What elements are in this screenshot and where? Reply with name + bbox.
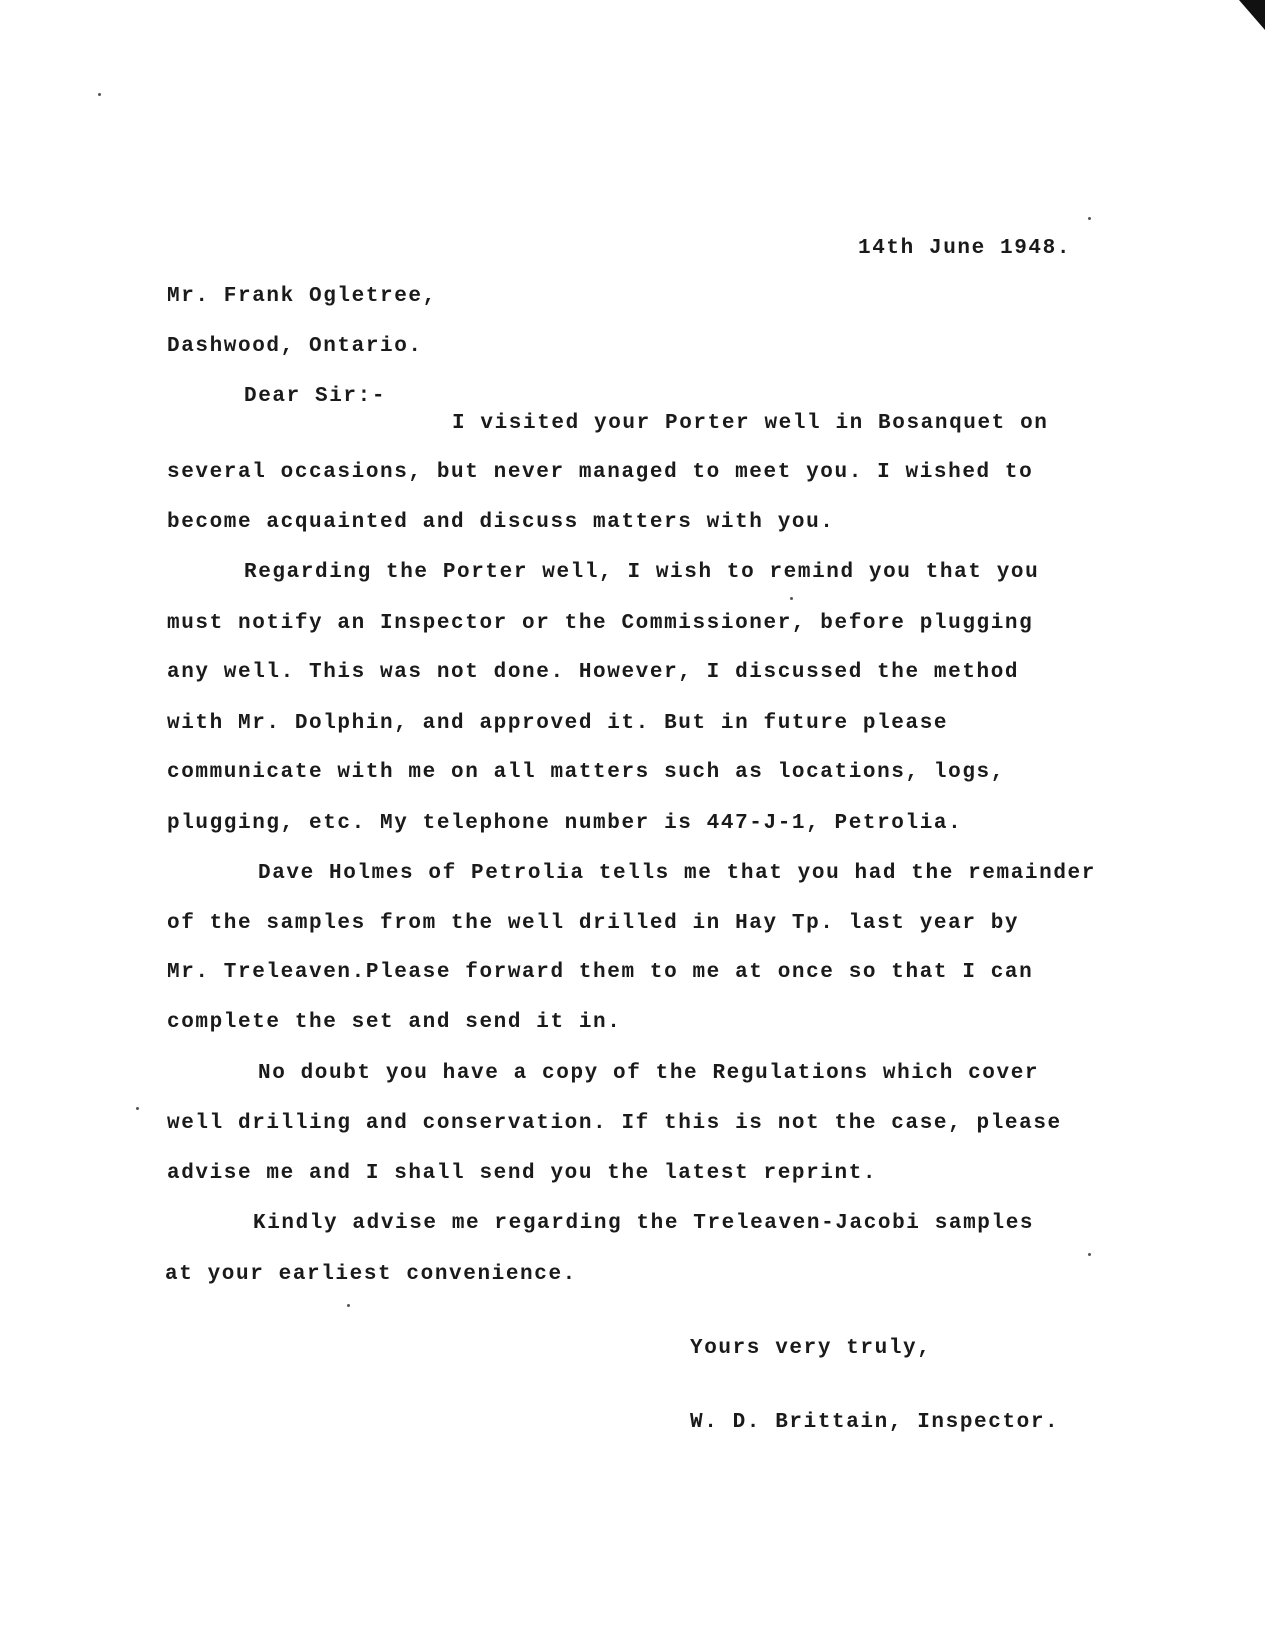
body-line: communicate with me on all matters such as locations, logs, (167, 761, 1005, 784)
closing: Yours very truly, (690, 1337, 932, 1360)
scan-speck (1088, 217, 1091, 220)
body-line: Mr. Treleaven.Please forward them to me at once so that I can (167, 961, 1034, 984)
body-line: several occasions, but never managed to meet you. I wished to (167, 461, 1034, 484)
body-line: of the samples from the well drilled in Hay Tp. last year by (167, 912, 1020, 935)
scan-speck (136, 1107, 139, 1110)
letter-date: 14th June 1948. (858, 237, 1072, 260)
scan-speck (347, 1304, 350, 1307)
body-line: become acquainted and discuss matters with you. (167, 511, 835, 534)
body-line: any well. This was not done. However, I discussed the method (167, 661, 1020, 684)
body-line: No doubt you have a copy of the Regulations which cover (258, 1062, 1040, 1085)
body-line: with Mr. Dolphin, and approved it. But in future please (167, 712, 949, 735)
body-line: advise me and I shall send you the latest reprint. (167, 1162, 878, 1185)
body-line: at your earliest convenience. (165, 1263, 577, 1286)
body-line: Kindly advise me regarding the Treleaven-Jacobi samples (253, 1212, 1035, 1235)
body-line: well drilling and conservation. If this is not the case, please (167, 1112, 1062, 1135)
body-line: Regarding the Porter well, I wish to remind you that you (244, 561, 1040, 584)
body-line: must notify an Inspector or the Commissioner, before plugging (167, 612, 1034, 635)
scan-speck (98, 93, 101, 96)
scan-speck (1088, 1253, 1091, 1256)
body-line: complete the set and send it in. (167, 1011, 622, 1034)
page-corner-mark (1225, 0, 1265, 32)
body-line: Dave Holmes of Petrolia tells me that you had the remainder (258, 862, 1096, 885)
body-line: plugging, etc. My telephone number is 447-J-1, Petrolia. (167, 812, 963, 835)
recipient-name: Mr. Frank Ogletree, (167, 285, 437, 308)
body-line: I visited your Porter well in Bosanquet on (452, 412, 1049, 435)
recipient-address: Dashwood, Ontario. (167, 335, 423, 358)
signature-block: W. D. Brittain, Inspector. (690, 1411, 1060, 1434)
salutation: Dear Sir:- (244, 385, 387, 408)
scan-speck (790, 597, 793, 600)
